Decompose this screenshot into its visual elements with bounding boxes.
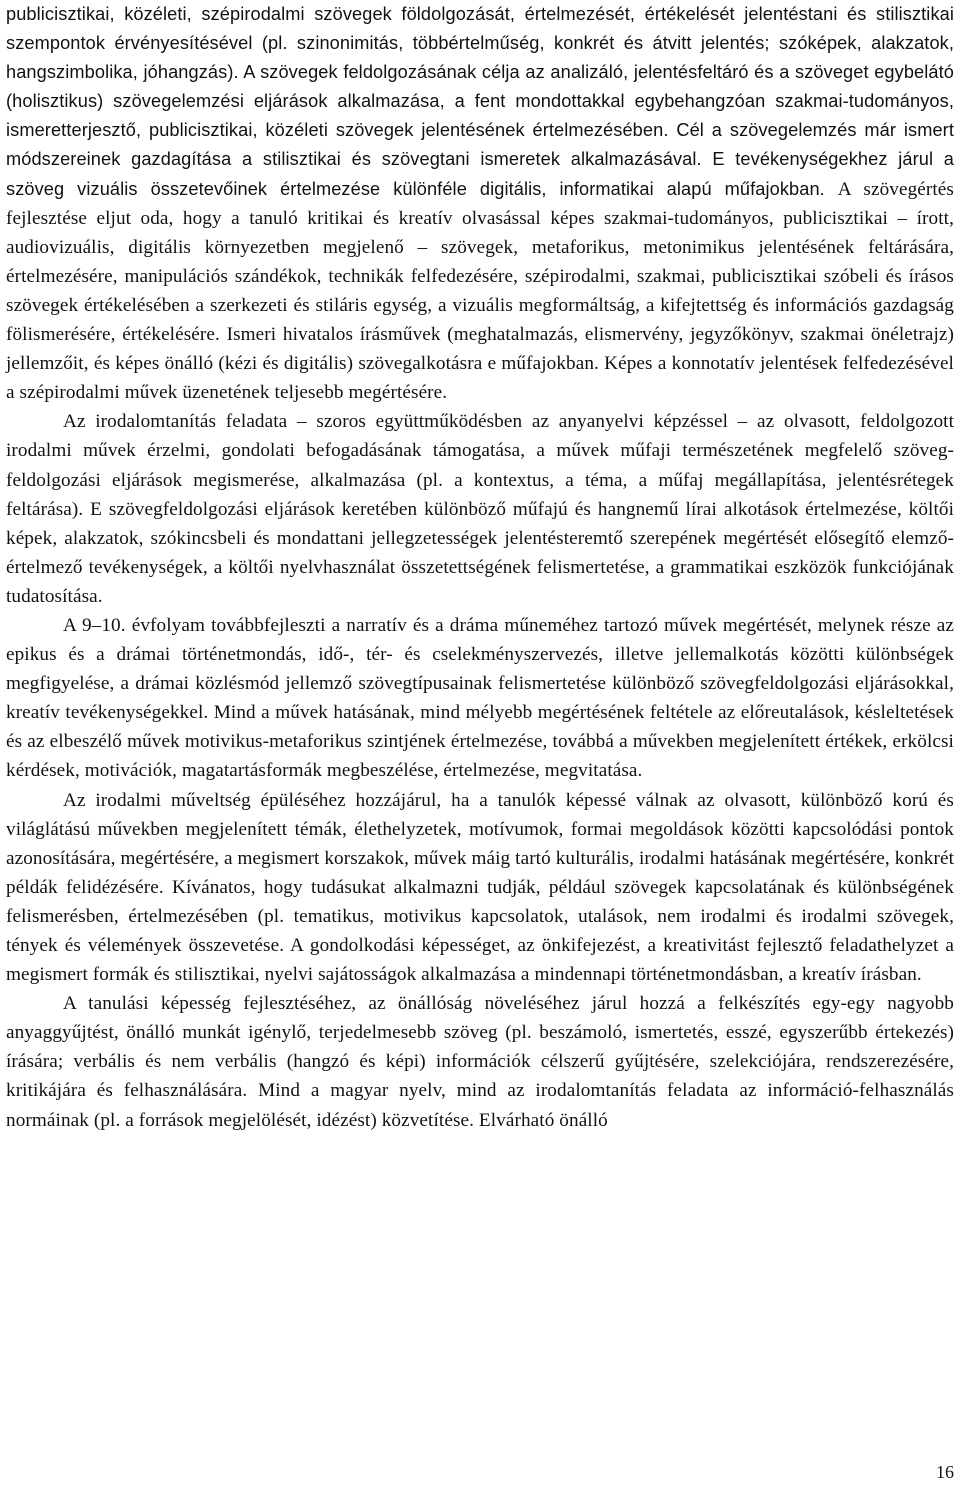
page-number: 16 xyxy=(936,1462,954,1482)
paragraph-1 xyxy=(6,0,954,407)
paragraph-1-serif-text: A szövegértés fejlesztése eljut oda, hogy a tanuló kritikai és kreatív olvasással képes szakmai-tudományos, publicisztikai – írott, audiovizuális, digitális környezetben megjelenő – szövegek, metaforikus, metonimikus jelentésének feltárására, értelmezésére, manipulációs szándékok, technikák felfedezésére, szépirodalmi, szakmai, publicisztikai szóbeli és írásos szövegek értékelésében a szerkezeti és stiláris egység, a vizuális megformáltság, a kifejtettség és információs gazdagság fölismerésére, értékelésére. Ismeri hivatalos írásművek (meghatalmazás, elismervény, jegyzőkönyv, szakmai önéletrajz) jellemzőit, és képes önálló (kézi és digitális) szövegalkotásra e műfajokban. Képes a konnotatív jelentések felfedezésével a szépirodalmi művek üzenetének teljesebb megértésére. xyxy=(6,178,954,404)
paragraph-5-text: A tanulási képesség fejlesztéséhez, az önállóság növeléséhez járul hozzá a felkészítés egy-egy nagyobb anyaggyűjtést, önálló munkát igénylő, terjedelmesebb szöveg (pl. beszámoló, ismertetés, esszé, egyszerűbb értekezés) írására; verbális és nem verbális (hangzó és képi) információk célszerű gyűjtésére, szelekciójára, rendszerezésére, kritikájára és felhasználására. Mind a magyar nyelv, mind az irodalomtanítás feladata az információ-felhasználás normáinak (pl. a források megjelölését, idézést) közvetítése. Elvárható önálló xyxy=(6,993,954,1131)
document-page xyxy=(6,0,954,1135)
paragraph-3-text: A 9–10. évfolyam továbbfejleszti a narratív és a dráma műneméhez tartozó művek megértését, melynek része az epikus és a drámai történetmondás, idő-, tér- és cselekményszervezés, illetve jellemalkotás közötti különbségek megfigyelése, a drámai közlésmód jellemző szövegtípusainak felismertetése különböző szövegfeldolgozási eljárásokkal, kreatív tevékenységekkel. Mind a művek hatásának, mind mélyebb megértésének feltétele az előreutalások, késleltetések és az elbeszélő művek motivikus-metaforikus szintjének értelmezése, továbbá a művekben megjelenített értékek, erkölcsi kérdések, motivációk, magatartásformák megbeszélése, értelmezése, megvitatása. xyxy=(6,614,954,782)
paragraph-2-text: Az irodalomtanítás feladata – szoros együttműködésben az anyanyelvi képzéssel – az olvasott, feldolgozott irodalmi művek érzelmi, gondolati befogadásának támogatása, a művek műfaji természetének megfelelő szöveg-feldolgozási eljárások megismerése, alkalmazása (pl. a kontextus, a téma, a műfaj megállapítása, jelentésrétegek feltárása). E szövegfeldolgozási eljárások keretében különböző műfajú és hangnemű lírai alkotások értelmezése, költői képek, alakzatok, szókincsbeli és mondattani jellegzetességek jelentésteremtő szerepének megértését elősegítő elemző-értelmező tevékenységek, a költői nyelvhasználat összetettségének felismertetése, a grammatikai eszközök funkciójának tudatosítása. xyxy=(6,411,954,607)
paragraph-3 xyxy=(6,611,954,786)
paragraph-4-text: Az irodalmi műveltség épüléséhez hozzájárul, ha a tanulók képessé válnak az olvasott, különböző korú és világlátású művekben megjelenített témák, élethelyzetek, motívumok, formai megoldások közötti kapcsolódási pontok azonosítására, megértésére, a megismert korszakok, művek máig tartó kulturális, irodalmi hatásának megértésére, konkrét példák felidézésére. Kívánatos, hogy tudásukat alkalmazni tudják, például szövegek kapcsolatának és különbségének felismerésben, értelmezésében (pl. tematikus, motivikus kapcsolatok, utalások, nem irodalmi és irodalmi szövegek, tények és vélemények összevetése. A gondolkodási képességet, az önkifejezést, a kreativitást fejlesztő feladathelyzet a megismert formák és stilisztikai, nyelvi sajátosságok alkalmazása a mindennapi történetmondásban, a kreatív írásban. xyxy=(6,789,955,986)
paragraph-5 xyxy=(6,989,954,1134)
paragraph-2 xyxy=(6,407,954,611)
paragraph-1-sans-text: publicisztikai, közéleti, szépirodalmi szövegek földolgozását, értelmezését, értékelését jelentéstani és stilisztikai szempontok érvényesítésével (pl. szinonimitás, többértelműség, konkrét és átvitt jelentés; szóképek, alakzatok, hangszimbolika, jóhangzás). A szövegek feldolgozásának célja az analizáló, jelentésfeltáró és a szöveget egybelátó (holisztikus) szövegelemzési eljárások alkalmazása, a fent mondottakkal egybehangzóan szakmai-tudományos, ismeretterjesztő, publicisztikai, közéleti szövegek jelentésének értelmezésében. Cél a szövegelemzés már ismert módszereinek gazdagítása a stilisztikai és szövegtani ismeretek alkalmazásával. E tevékenységekhez járul a szöveg vizuális összetevőinek értelmezése különféle digitális, informatikai alapú műfajokban. xyxy=(6,4,954,199)
paragraph-4 xyxy=(6,786,954,990)
